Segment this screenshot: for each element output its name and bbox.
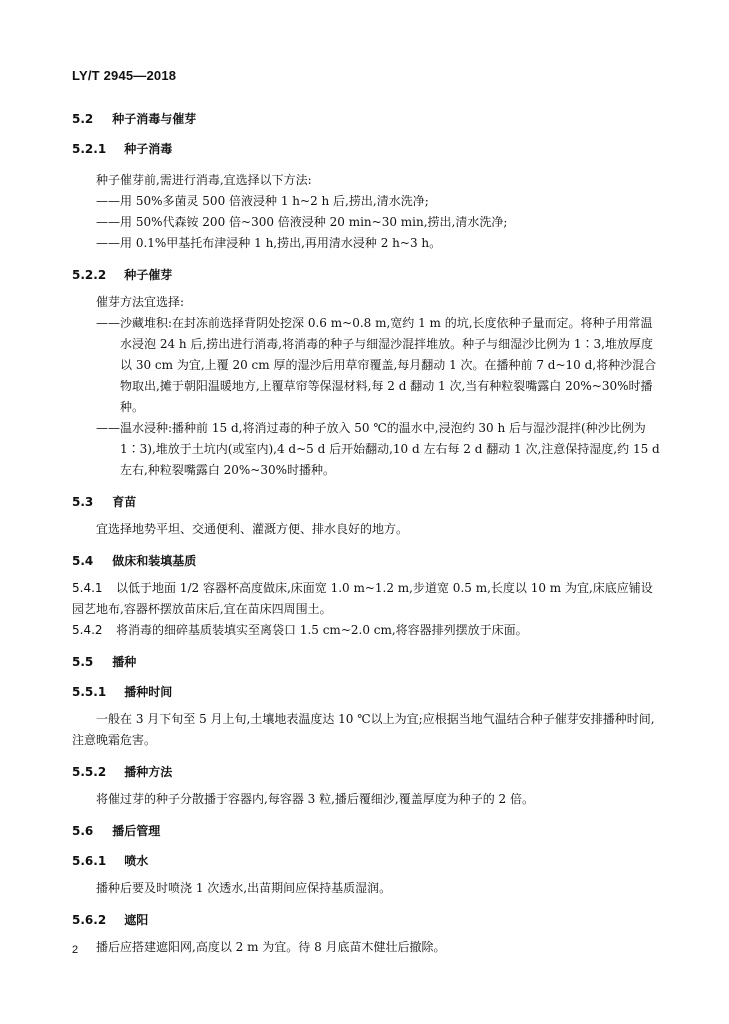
section-title: 种子消毒与催芽 — [112, 112, 197, 126]
paragraph: 催芽方法宜选择: — [96, 295, 185, 309]
section-number: 5.5.2 — [72, 765, 107, 779]
paragraph-text: 以低于地面 1/2 容器杯高度做床,床面宽 1.0 m~1.2 m,步道宽 0.5 m,长度以 10 m 为宜,床底应铺设园艺地布,容器杯摆放苗床后,宜在苗床四周围土。 — [72, 581, 653, 616]
section-title: 播种时间 — [124, 685, 173, 699]
section-number: 5.4 — [72, 554, 94, 568]
heading-5-5-2 — [72, 763, 662, 781]
heading-5-5 — [72, 653, 662, 671]
section-title: 播后管理 — [112, 824, 161, 838]
list-item: ——用 50%代森铵 200 倍~300 倍液浸种 20 min~30 min,捞出,清水洗净; — [96, 215, 508, 229]
section-title: 遮阳 — [124, 913, 149, 927]
list-item: ——沙藏堆积:在封冻前选择背阴处挖深 0.6 m~0.8 m,宽约 1 m 的坑,长度依种子量而定。将种子用常温水浸泡 24 h 后,捞出进行消毒,将消毒的种子与细湿沙混拌堆放。种子与细湿沙比例为 1∶3,堆放厚度以 30 cm 为宜,上覆 20 cm 厚的湿沙后用草帘覆盖,每月翻动 1 次。在播种前 7 d~10 d,将种沙混合物取出,摊于朝阳温暖地方,上覆草帘等保湿材料,每 2 d 翻动 1 次,当有种粒裂嘴露白 20%~30%时播种。 — [96, 316, 657, 414]
list-item: ——温水浸种:播种前 15 d,将消过毒的种子放入 50 ℃的温水中,浸泡约 30 h 后与湿沙混拌(种沙比例为 1∶3),堆放于土坑内(或室内),4 d~5 d 后开始翻动,10 d 左右每 2 d 翻动 1 次,注意保持湿度,约 15 d 左右,种粒裂嘴露白 20%~30%时播种。 — [96, 421, 660, 477]
heading-5-2 — [72, 110, 662, 128]
section-title: 育苗 — [112, 495, 137, 509]
page-number: 2 — [72, 944, 79, 956]
heading-5-6-2 — [72, 911, 662, 929]
heading-5-6-1 — [72, 852, 662, 870]
section-title: 播种方法 — [124, 765, 173, 779]
section-number: 5.6 — [72, 824, 94, 838]
section-number: 5.5.1 — [72, 685, 107, 699]
section-number: 5.5 — [72, 655, 94, 669]
paragraph: 将催过芽的种子分散播于容器内,每容器 3 粒,播后覆细沙,覆盖厚度为种子的 2 倍。 — [96, 792, 534, 806]
paragraph-text: 将消毒的细碎基质装填实至离袋口 1.5 cm~2.0 cm,将容器排列摆放于床面。 — [116, 623, 528, 637]
heading-5-2-2 — [72, 266, 662, 284]
heading-5-3 — [72, 493, 662, 511]
paragraph: 播种后要及时喷浇 1 次透水,出苗期间应保持基质湿润。 — [96, 881, 392, 895]
paragraph-5-4-1 — [72, 578, 662, 620]
heading-5-4 — [72, 552, 662, 570]
section-number: 5.4.1 — [72, 581, 103, 595]
paragraph: 种子催芽前,需进行消毒,宜选择以下方法: — [96, 173, 312, 187]
section-number: 5.2.1 — [72, 142, 107, 156]
paragraph-5-4-2 — [72, 620, 662, 641]
section-title: 喷水 — [124, 854, 149, 868]
section-number: 5.2 — [72, 112, 94, 126]
section-number: 5.2.2 — [72, 268, 107, 282]
paragraph: 宜选择地势平坦、交通便利、灌溉方便、排水良好的地方。 — [96, 522, 409, 536]
list-item: ——用 0.1%甲基托布津浸种 1 h,捞出,再用清水浸种 2 h~3 h。 — [96, 236, 442, 250]
section-number: 5.4.2 — [72, 623, 103, 637]
section-number: 5.6.2 — [72, 913, 107, 927]
section-number: 5.6.1 — [72, 854, 107, 868]
section-title: 做床和装填基质 — [112, 554, 197, 568]
standard-code: LY/T 2945—2018 — [72, 68, 177, 83]
list-item: ——用 50%多菌灵 500 倍液浸种 1 h~2 h 后,捞出,清水洗净; — [96, 194, 429, 208]
paragraph: 一般在 3 月下旬至 5 月上旬,土壤地表温度达 10 ℃以上为宜;应根据当地气温结合种子催芽安排播种时间,注意晚霜危害。 — [72, 712, 655, 747]
heading-5-5-1 — [72, 683, 662, 701]
paragraph: 播后应搭建遮阳网,高度以 2 m 为宜。待 8 月底苗木健壮后撤除。 — [96, 940, 446, 954]
heading-5-2-1 — [72, 140, 662, 158]
document-body — [72, 110, 662, 958]
section-number: 5.3 — [72, 495, 94, 509]
section-title: 种子催芽 — [124, 268, 173, 282]
heading-5-6 — [72, 822, 662, 840]
section-title: 种子消毒 — [124, 142, 173, 156]
section-title: 播种 — [112, 655, 137, 669]
